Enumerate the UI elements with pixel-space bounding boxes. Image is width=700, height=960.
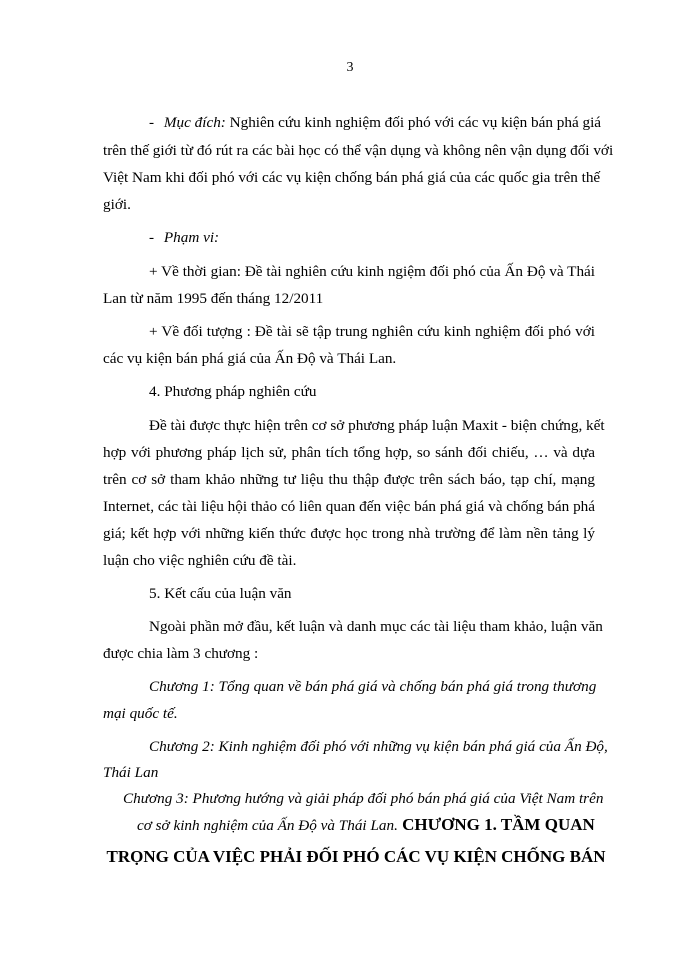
scope-bullet: - bbox=[149, 229, 155, 246]
purpose-line-1 bbox=[149, 113, 602, 133]
method-line-1: Đề tài được thực hiện trên cơ sở phương pháp luận Maxit - biện chứng, kết bbox=[149, 417, 605, 434]
structure-line-2: được chia làm 3 chương : bbox=[103, 645, 259, 662]
method-line-4: Internet, các tài liệu hội thảo có liên quan đến việc bán phá giá và chống bán phá bbox=[103, 498, 595, 515]
purpose-line-4: giới. bbox=[103, 196, 131, 213]
scope-time-line-2: Lan từ năm 1995 đến tháng 12/2011 bbox=[103, 290, 324, 307]
chapter-2-line-1: Chương 2: Kinh nghiệm đối phó với những vụ kiện bán phá giá của Ấn Độ, bbox=[149, 738, 608, 755]
chapter-1-line-2: mại quốc tế. bbox=[103, 705, 178, 722]
method-line-6: luận cho việc nghiên cứu đề tài. bbox=[103, 552, 297, 569]
method-line-3: trên cơ sở tham khảo những tư liệu thu thập được trên sách báo, tạp chí, mạng bbox=[103, 471, 595, 488]
method-line-2: hợp với phương pháp lịch sử, phân tích tổng hợp, so sánh đối chiếu, … và dựa bbox=[103, 444, 595, 461]
chapter-2-line-2: Thái Lan bbox=[103, 764, 159, 781]
method-line-5: giá; kết hợp với những kiến thức được học trong nhà trường để làm nền tảng lý bbox=[103, 525, 595, 542]
scope-object-line-2: các vụ kiện bán phá giá của Ấn Độ và Thái Lan. bbox=[103, 350, 397, 367]
scope-label: Phạm vi: bbox=[163, 229, 220, 246]
purpose-label: Mục đích: bbox=[163, 114, 226, 131]
chapter-heading-part-1: CHƯƠNG 1. TẦM QUAN bbox=[397, 815, 595, 834]
purpose-line-2: trên thế giới từ đó rút ra các bài học có thể vận dụng và không nên vận dụng đối với bbox=[103, 142, 614, 159]
purpose-line1-text: Nghiên cứu kinh nghiệm đối phó với các vụ kiện bán phá giá bbox=[225, 114, 602, 131]
method-heading: 4. Phương pháp nghiên cứu bbox=[149, 383, 317, 400]
structure-line-1: Ngoài phần mở đầu, kết luận và danh mục các tài liệu tham khảo, luận văn bbox=[149, 618, 603, 635]
scope-label-line bbox=[149, 228, 219, 248]
page-number: 3 bbox=[346, 60, 354, 75]
scope-object-line-1: + Về đối tượng : Đề tài sẽ tập trung nghiên cứu kinh nghiệm đối phó với bbox=[149, 323, 595, 340]
chapter-1-line-1: Chương 1: Tổng quan về bán phá giá và chống bán phá giá trong thương bbox=[149, 678, 597, 695]
chapter-heading-part-2: TRỌNG CỦA VIỆC PHẢI ĐỐI PHÓ CÁC VỤ KIỆN CHỐNG BÁN bbox=[106, 847, 606, 866]
chapter-3-line-2 bbox=[137, 815, 607, 836]
purpose-line-3: Việt Nam khi đối phó với các vụ kiện chống bán phá giá của các quốc gia trên thế bbox=[103, 169, 601, 186]
chapter-3-line-1: Chương 3: Phương hướng và giải pháp đối phó bán phá giá của Việt Nam trên bbox=[123, 790, 604, 807]
structure-heading: 5. Kết cấu của luận văn bbox=[149, 585, 292, 602]
scope-time-line-1: + Về thời gian: Đề tài nghiên cứu kinh ngiệm đối phó của Ấn Độ và Thái bbox=[149, 263, 595, 280]
chapter-3-text: cơ sở kinh nghiệm của Ấn Độ và Thái Lan. bbox=[137, 817, 398, 834]
purpose-bullet: - bbox=[149, 114, 155, 131]
